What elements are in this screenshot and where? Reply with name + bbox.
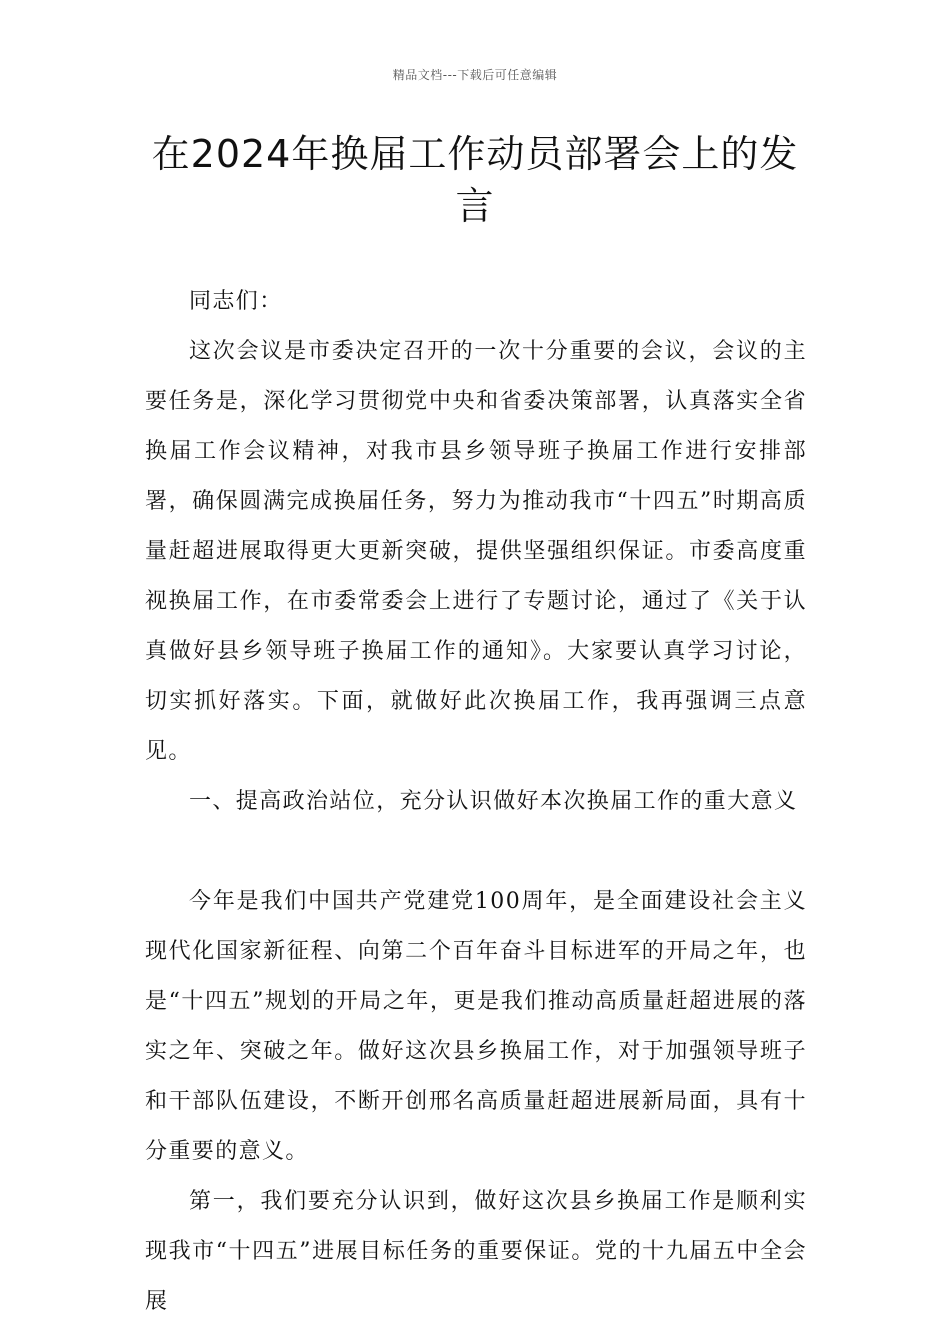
document-body	[145, 277, 807, 1327]
document-title: 在2024年换届工作动员部署会上的发言	[151, 132, 799, 228]
paragraph: 第一，我们要充分认识到，做好这次县乡换届工作是顺利实现我市“十四五”进展目标任务的重要保证。党的十九届五中全会展	[145, 1189, 807, 1314]
document-header-note: 精品文档---下载后可任意编辑	[392, 68, 558, 82]
section-heading: 一、提高政治站位，充分认识做好本次换届工作的重大意义	[189, 789, 798, 814]
paragraph: 今年是我们中国共产党建党100周年，是全面建设社会主义现代化国家新征程、向第二个百年奋斗目标进军的开局之年，也是“十四五”规划的开局之年，更是我们推动高质量赶超进展的落实之年、突破之年。做好这次县乡换届工作，对于加强领导班子和干部队伍建设，不断开创邢名高质量赶超进展新局面，具有十分重要的意义。	[145, 889, 807, 1164]
paragraph: 这次会议是市委决定召开的一次十分重要的会议，会议的主要任务是，深化学习贯彻党中央和省委决策部署，认真落实全省换届工作会议精神，对我市县乡领导班子换届工作进行安排部署，确保圆满完成换届任务，努力为推动我市“十四五”时期高质量赶超进展取得更大更新突破，提供坚强组织保证。市委高度重视换届工作，在市委常委会上进行了专题讨论，通过了《关于认真做好县乡领导班子换届工作的通知》。大家要认真学习讨论，切实抓好落实。下面，就做好此次换届工作，我再强调三点意见。	[145, 339, 807, 764]
salutation: 同志们：	[189, 289, 283, 314]
